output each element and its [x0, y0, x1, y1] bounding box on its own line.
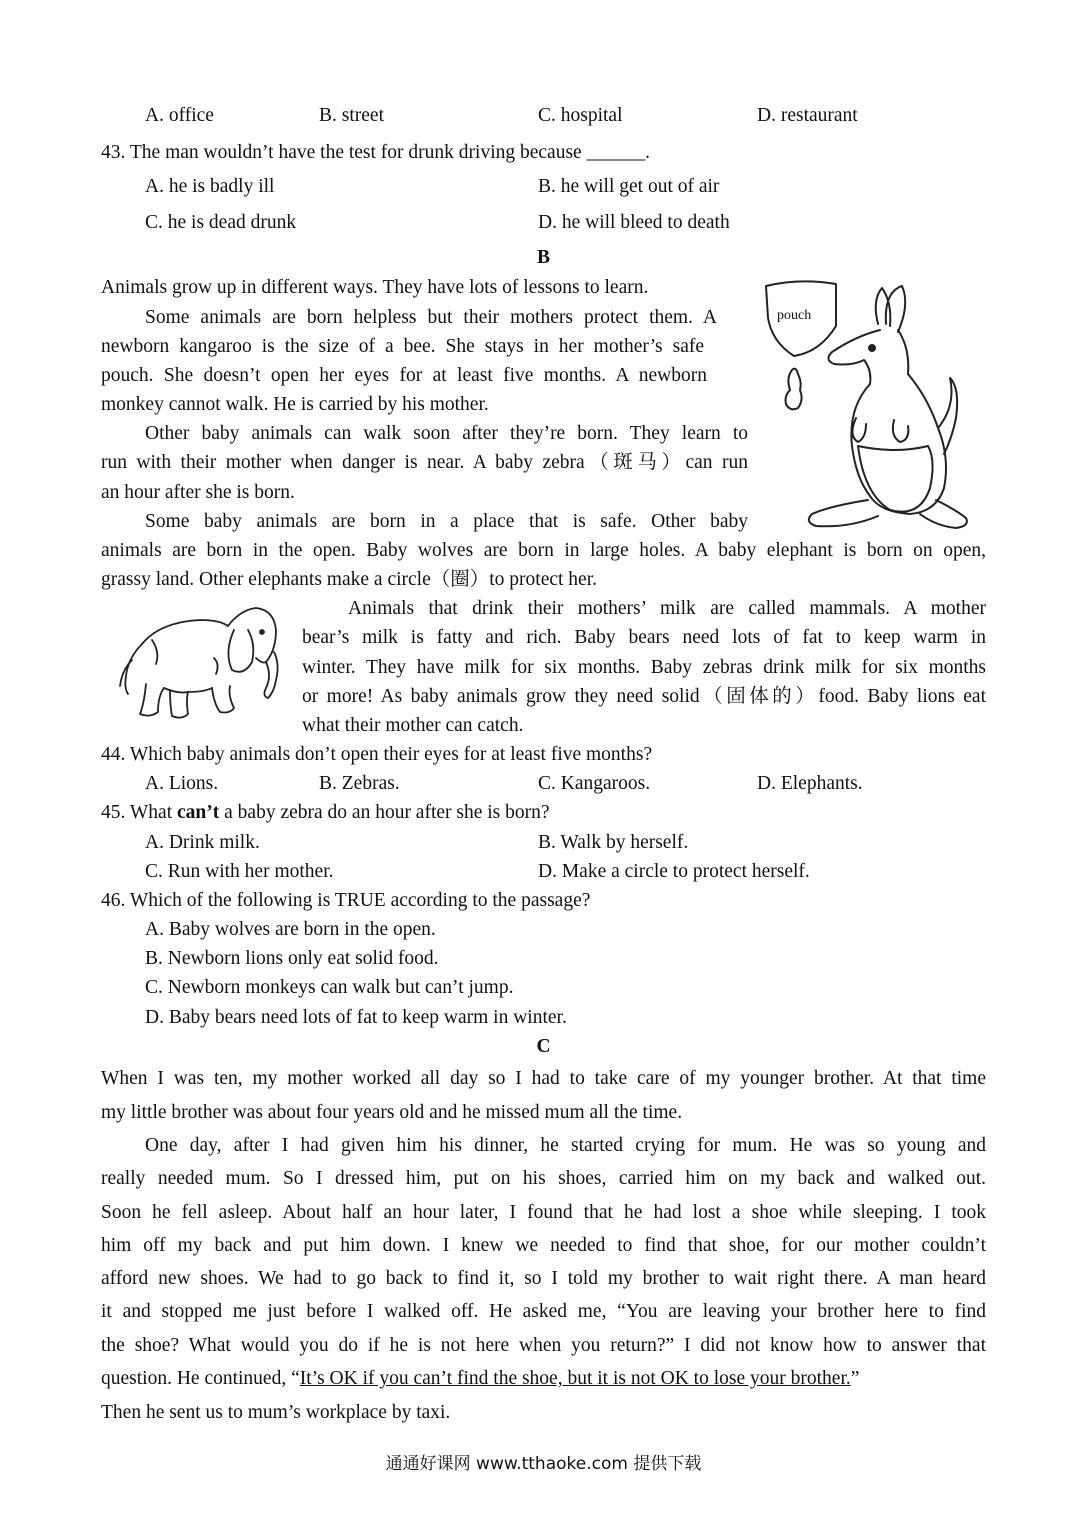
passage-b-line: animals are born in the open. Baby wolves are born in large holes. A baby elephant is born on open,: [101, 540, 986, 561]
passage-c-line: the shoe? What would you do if he is not here when you return?” I did not know how to answer that: [101, 1335, 986, 1356]
passage-b-line: Some animals are born helpless but their mothers protect them. A: [145, 307, 717, 328]
q46-option-a: A. Baby wolves are born in the open.: [145, 919, 436, 940]
q45-option-a: A. Drink milk.: [145, 832, 260, 853]
section-b-heading: B: [536, 247, 550, 268]
q44-stem: 44. Which baby animals don’t open their eyes for at least five months?: [101, 744, 653, 765]
q43-option-d: D. he will bleed to death: [538, 212, 730, 233]
q45-stem-pre: 45. What: [101, 802, 178, 823]
passage-c-line: my little brother was about four years old and he missed mum all the time.: [101, 1102, 683, 1123]
passage-c-line: When I was ten, my mother worked all day so I had to take care of my younger brother. At that time: [101, 1068, 986, 1089]
passage-c-line: really needed mum. So I dressed him, put on his shoes, carried him on my back and walked out.: [101, 1168, 986, 1189]
passage-b-line: Animals grow up in different ways. They have lots of lessons to learn.: [101, 277, 649, 298]
passage-b-line: what their mother can catch.: [302, 715, 524, 736]
quote-line-post: ”: [850, 1368, 860, 1389]
passage-b-line: winter. They have milk for six months. Baby zebras drink milk for six months: [302, 657, 986, 678]
passage-b-line: grassy land. Other elephants make a circle（圈）to protect her.: [101, 569, 597, 590]
q45-option-b: B. Walk by herself.: [538, 832, 689, 853]
passage-c-line: him off my back and put him down. I knew we needed to find that shoe, for our mother couldn’t: [101, 1235, 986, 1256]
q43-option-c: C. he is dead drunk: [145, 212, 297, 233]
passage-b-line: Other baby animals can walk soon after they’re born. They learn to: [145, 423, 748, 444]
passage-b-line: or more! As baby animals grow they need solid（固体的）food. Baby lions eat: [302, 686, 986, 707]
q45-stem-post: a baby zebra do an hour after she is born?: [219, 802, 550, 823]
q46-stem: 46. Which of the following is TRUE according to the passage?: [101, 890, 591, 911]
q43-stem: 43. The man wouldn’t have the test for drunk driving because ______.: [101, 142, 650, 163]
elephant-illustration: [116, 600, 288, 724]
q44-option-d: D. Elephants.: [757, 773, 863, 794]
passage-b-line: monkey cannot walk. He is carried by his mother.: [101, 394, 489, 415]
passage-c-line: afford new shoes. We had to go back to find it, so I told my brother to wait right there. A man heard: [101, 1268, 986, 1289]
q43-option-a: A. he is badly ill: [145, 176, 275, 197]
section-c-heading: C: [536, 1036, 551, 1057]
q46-option-d: D. Baby bears need lots of fat to keep warm in winter.: [145, 1007, 567, 1028]
q45-option-c: C. Run with her mother.: [145, 861, 334, 882]
q42-option-a: A. office: [145, 105, 214, 126]
q42-option-c: C. hospital: [538, 105, 623, 126]
kangaroo-illustration: [760, 278, 975, 533]
passage-b-line: Some baby animals are born in a place that is safe. Other baby: [145, 511, 748, 532]
q43-option-b: B. he will get out of air: [538, 176, 720, 197]
q44-option-a: A. Lions.: [145, 773, 219, 794]
passage-b-line: pouch. She doesn’t open her eyes for at least five months. A newborn: [101, 365, 707, 386]
q45-option-d: D. Make a circle to protect herself.: [538, 861, 810, 882]
q46-option-b: B. Newborn lions only eat solid food.: [145, 948, 439, 969]
q44-option-c: C. Kangaroos.: [538, 773, 651, 794]
underlined-quote: It’s OK if you can’t find the shoe, but it is not OK to lose your brother.: [299, 1368, 851, 1389]
passage-b-line: newborn kangaroo is the size of a bee. She stays in her mother’s safe: [101, 336, 704, 357]
q42-option-b: B. street: [319, 105, 384, 126]
q45-stem-bold: can’t: [177, 802, 220, 823]
q44-option-b: B. Zebras.: [319, 773, 400, 794]
passage-b-line: Animals that drink their mothers’ milk are called mammals. A mother: [348, 598, 986, 619]
passage-c-line: it and stopped me just before I walked off. He asked me, “You are leaving your brother here to find: [101, 1301, 986, 1322]
passage-c-line: One day, after I had given him his dinner, he started crying for mum. He was so young and: [145, 1135, 986, 1156]
passage-b-line: bear’s milk is fatty and rich. Baby bears need lots of fat to keep warm in: [302, 627, 986, 648]
q45-stem: [101, 801, 550, 825]
passage-b-line: an hour after she is born.: [101, 482, 295, 503]
quote-line-pre: question. He continued, “: [101, 1368, 300, 1389]
q42-option-d: D. restaurant: [757, 105, 858, 126]
page-footer: 通通好课网 www.tthaoke.com 提供下载: [385, 1454, 702, 1474]
passage-c-line: Then he sent us to mum’s workplace by taxi.: [101, 1402, 451, 1423]
q46-option-c: C. Newborn monkeys can walk but can’t jump.: [145, 977, 514, 998]
passage-c-quote-line: [101, 1367, 859, 1391]
passage-b-line: run with their mother when danger is near. A baby zebra（斑马）can run: [101, 452, 748, 473]
pouch-label: pouch: [777, 308, 812, 323]
passage-c-line: Soon he fell asleep. About half an hour later, I found that he had lost a shoe while sleeping. I took: [101, 1202, 986, 1223]
